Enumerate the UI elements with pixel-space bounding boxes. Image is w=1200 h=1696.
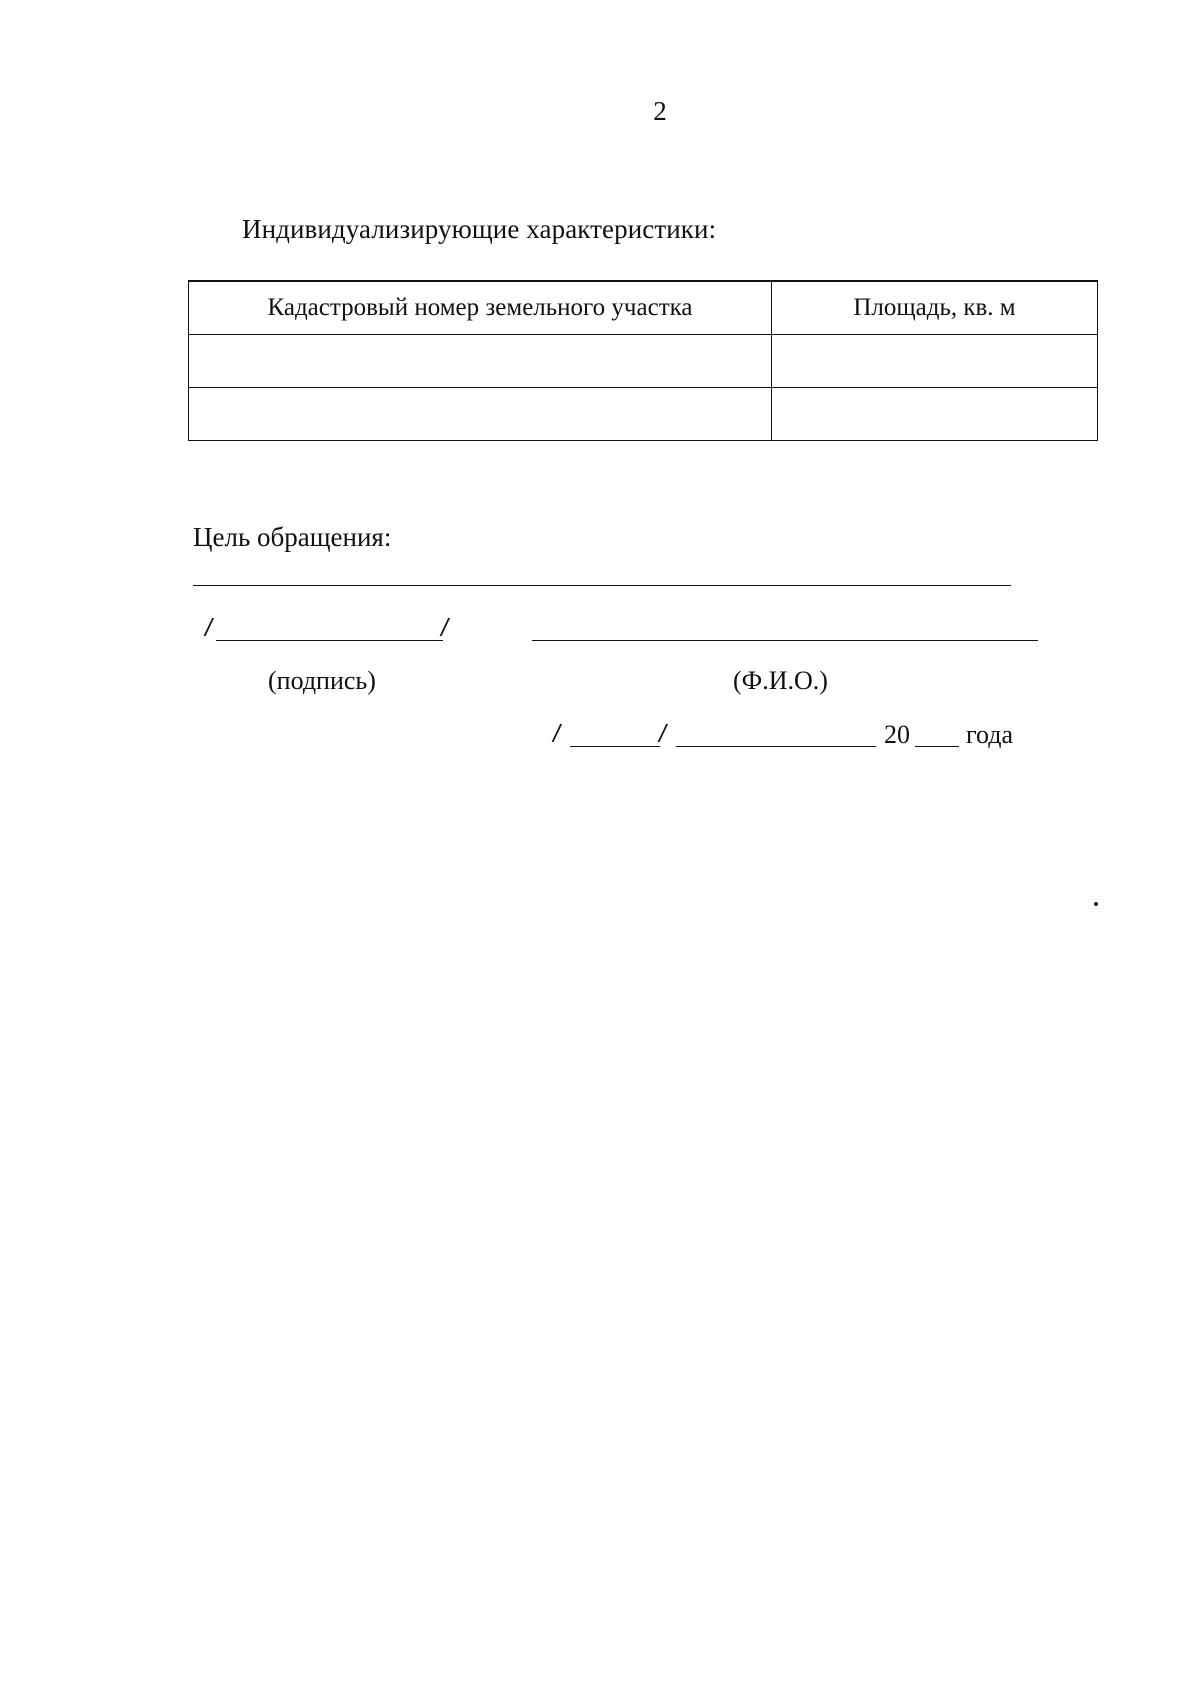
cell-cadastral-number[interactable] xyxy=(189,335,772,388)
stray-dot xyxy=(1094,902,1098,906)
characteristics-table xyxy=(188,280,1098,441)
cell-area[interactable] xyxy=(772,335,1098,388)
page-number: 2 xyxy=(653,96,667,126)
signature-slash-left: / xyxy=(205,614,212,642)
purpose-input-line[interactable] xyxy=(193,585,1011,586)
signature-input-line[interactable] xyxy=(216,640,443,641)
full-name-input-line[interactable] xyxy=(532,640,1038,641)
cell-cadastral-number[interactable] xyxy=(189,388,772,441)
table-row xyxy=(189,388,1098,441)
section-heading: Индивидуализирующие характеристики: xyxy=(242,214,717,244)
day-input-line[interactable] xyxy=(570,746,660,747)
cell-area[interactable] xyxy=(772,388,1098,441)
date-slash-left: / xyxy=(553,720,560,748)
month-input-line[interactable] xyxy=(676,746,876,747)
header-area: Площадь, кв. м xyxy=(772,281,1098,335)
date-slash-middle: / xyxy=(659,720,666,748)
full-name-caption: (Ф.И.О.) xyxy=(733,666,828,695)
year-suffix: года xyxy=(966,720,1014,749)
table-header-row xyxy=(189,281,1098,335)
header-cadastral-number: Кадастровый номер земельного участка xyxy=(189,281,772,335)
purpose-label: Цель обращения: xyxy=(193,522,392,552)
signature-caption: (подпись) xyxy=(268,666,376,695)
year-prefix: 20 xyxy=(884,720,910,749)
signature-slash-right: / xyxy=(441,614,448,642)
year-input-line[interactable] xyxy=(915,746,959,747)
table-row xyxy=(189,335,1098,388)
